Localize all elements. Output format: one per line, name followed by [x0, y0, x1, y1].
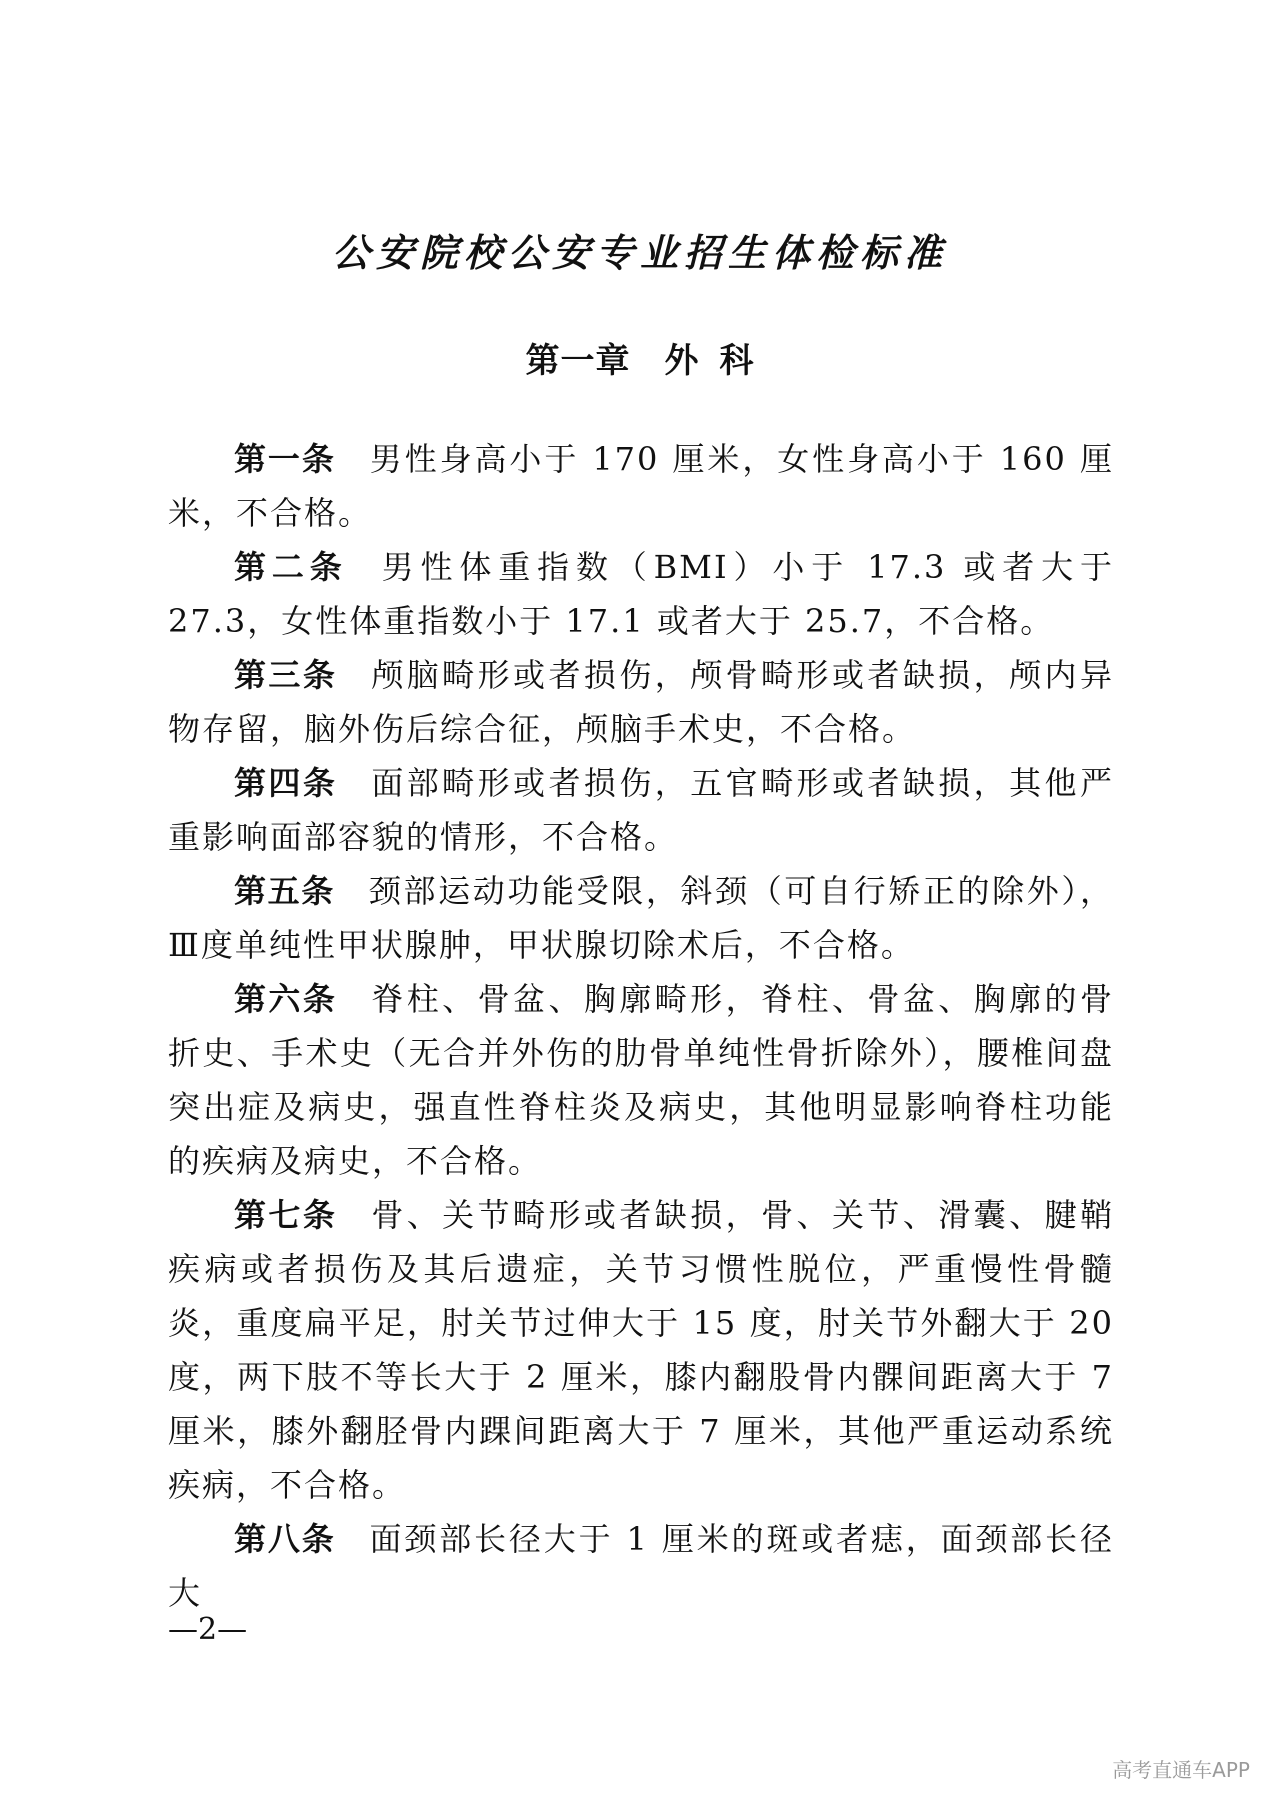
article-text: 面部畸形或者损伤，五官畸形或者缺损，其他严重影响面部容貌的情形，不合格。 [168, 764, 1114, 856]
chapter-title [0, 333, 1280, 382]
article-label: 第七条 [234, 1196, 338, 1234]
article-8 [168, 1512, 1114, 1620]
article-1 [168, 432, 1114, 540]
article-text: 男性体重指数（BMI）小于 17.3 或者大于 27.3，女性体重指数小于 17.1 或者大于 25.7，不合格。 [168, 548, 1114, 640]
article-text: 骨、关节畸形或者缺损，骨、关节、滑囊、腱鞘疾病或者损伤及其后遗症，关节习惯性脱位，严重慢性骨髓炎，重度扁平足，肘关节过伸大于 15 度，肘关节外翻大于 20 度，两下肢不等长大于 2 厘米，膝内翻股骨内髁间距离大于 7 厘米，膝外翻胫骨内踝间距离大于 7 厘米，其他严重运动系统疾病，不合格。 [168, 1196, 1114, 1504]
article-label: 第二条 [234, 548, 348, 586]
article-3 [168, 648, 1114, 756]
article-text: 男性身高小于 170 厘米，女性身高小于 160 厘米，不合格。 [168, 440, 1114, 532]
article-label: 第三条 [234, 656, 338, 694]
chapter-name-char-1: 外 [664, 341, 700, 381]
article-label: 第一条 [234, 440, 336, 478]
article-6 [168, 972, 1114, 1188]
article-text: 颈部运动功能受限，斜颈（可自行矫正的除外），Ⅲ度单纯性甲状腺肿，甲状腺切除术后，不合格。 [168, 872, 1114, 964]
watermark: 高考直通车APP [1112, 1758, 1250, 1782]
article-7 [168, 1188, 1114, 1512]
article-label: 第四条 [234, 764, 338, 802]
article-label: 第五条 [234, 872, 335, 910]
article-text: 颅脑畸形或者损伤，颅骨畸形或者缺损，颅内异物存留，脑外伤后综合征，颅脑手术史，不合格。 [168, 656, 1114, 748]
document-title: 公安院校公安专业招生体检标准 [331, 230, 948, 275]
article-label: 第八条 [234, 1520, 336, 1558]
article-list [168, 432, 1114, 1620]
chapter-name-char-2: 科 [719, 341, 755, 381]
article-text: 面颈部长径大于 1 厘米的斑或者痣，面颈部长径大 [168, 1520, 1114, 1612]
article-label: 第六条 [234, 980, 338, 1018]
chapter-number: 第一章 [525, 341, 631, 381]
article-text: 脊柱、骨盆、胸廓畸形，脊柱、骨盆、胸廓的骨折史、手术史（无合并外伤的肋骨单纯性骨折除外），腰椎间盘突出症及病史，强直性脊柱炎及病史，其他明显影响脊柱功能的疾病及病史，不合格。 [168, 980, 1114, 1180]
page-number: —2— [168, 1612, 248, 1647]
article-2 [168, 540, 1114, 648]
article-4 [168, 756, 1114, 864]
article-5 [168, 864, 1114, 972]
